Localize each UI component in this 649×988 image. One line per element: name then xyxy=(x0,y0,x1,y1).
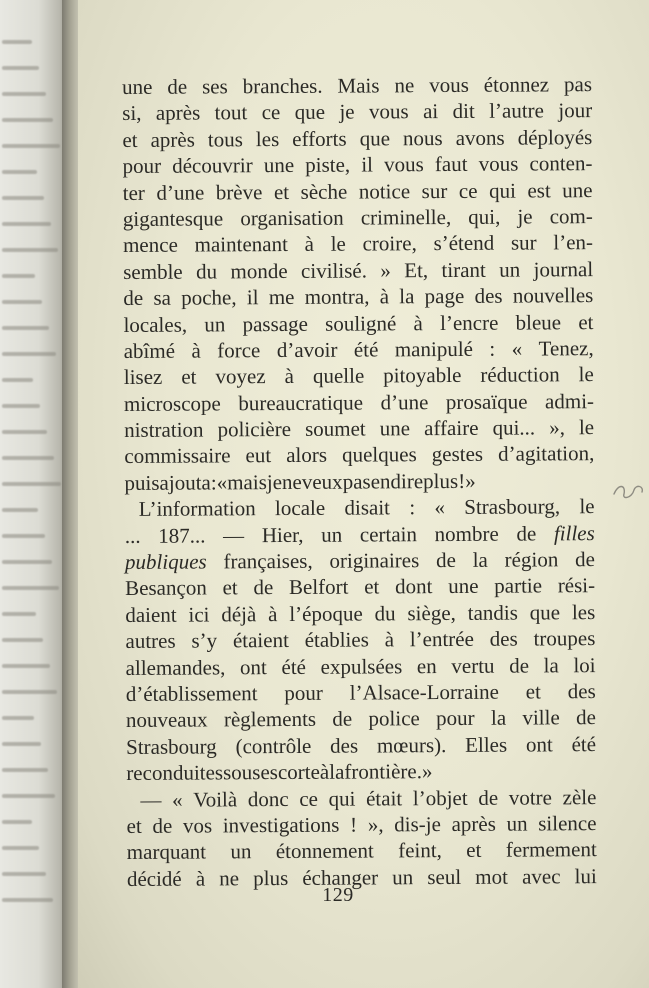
text-line: — « Voilà donc ce qui était l’objet de votre zèle xyxy=(140,784,597,812)
text-line: et après tous les efforts que nous avons déployés xyxy=(122,124,593,152)
text-line: puis ajouta : « mais je ne veux pas en dire plus ! » xyxy=(124,468,476,495)
blurred-text-line xyxy=(2,352,56,356)
blurred-text-line xyxy=(2,40,32,44)
text-line: allemandes, ont été expulsées en vertu de la loi xyxy=(125,652,596,680)
blurred-text-line xyxy=(2,716,34,720)
page-number: 129 xyxy=(322,884,354,906)
text-line: ... 187... — Hier, un certain nombre de filles xyxy=(124,520,595,548)
text-line: lisez et voyez à quelle pitoyable réduction le xyxy=(123,362,594,390)
blurred-text-line xyxy=(2,404,40,408)
blurred-text-line xyxy=(2,300,42,304)
text-line: microscope bureaucratique d’une prosaïque admi- xyxy=(123,388,595,416)
text-line: nouveaux règlements de police pour la ville de xyxy=(125,705,596,733)
text-line: nistration policière soumet une affaire qui... », le xyxy=(124,415,595,443)
pencil-mark-icon xyxy=(612,480,646,502)
blurred-text-line xyxy=(2,768,48,772)
blurred-text-line xyxy=(2,560,52,564)
text-line: abîmé à force d’avoir été manipulé : « Tenez, xyxy=(123,336,594,363)
text-line: autres s’y étaient établies à l’entrée des troupes xyxy=(125,626,596,654)
text-line: marquant un étonnement feint, et fermement xyxy=(126,837,597,865)
blurred-text-line xyxy=(2,482,61,486)
blurred-text-line xyxy=(2,326,49,330)
blurred-text-line xyxy=(2,118,53,122)
text-line: Strasbourg (contrôle des mœurs). Elles ont été xyxy=(126,731,597,759)
text-line: daient ici déjà à l’époque du siège, tandis que les xyxy=(125,599,596,627)
blurred-text-line xyxy=(2,274,35,278)
text-line: décidé à ne plus échanger un seul mot avec lui xyxy=(126,863,597,891)
blurred-text-line xyxy=(2,638,43,642)
left-facing-page xyxy=(0,0,70,988)
blurred-text-line xyxy=(2,872,46,876)
blurred-text-line xyxy=(2,898,53,902)
text-line: L’information locale disait : « Strasbourg, le xyxy=(138,494,595,522)
blurred-text-line xyxy=(2,820,32,824)
text-line: publiques françaises, originaires de la région de xyxy=(124,547,595,575)
blurred-text-line xyxy=(2,170,37,174)
text-line: pour découvrir une piste, il vous faut vous conten- xyxy=(122,151,593,179)
text-line: d’établissement pour l’Alsace-Lorraine et des xyxy=(125,679,596,706)
blurred-text-line xyxy=(2,378,33,382)
blurred-text-line xyxy=(2,586,59,590)
text-line: Besançon et de Belfort et dont une partie rési- xyxy=(125,573,596,601)
blurred-text-line xyxy=(2,66,39,70)
text-line: une de ses branches. Mais ne vous étonnez pas xyxy=(122,72,593,99)
text-line: locales, un passage souligné à l’encre bleue et xyxy=(123,309,594,337)
text-line: commissaire eut alors quelques gestes d’agitation, xyxy=(124,441,595,469)
page-text-block xyxy=(122,71,597,892)
text-line: ter d’une brève et sèche notice sur ce qui est une xyxy=(122,177,593,205)
blurred-text-line xyxy=(2,222,51,226)
blurred-text-line xyxy=(2,742,41,746)
blurred-text-line xyxy=(2,534,45,538)
blurred-text-line xyxy=(2,612,36,616)
blurred-text-line xyxy=(2,456,54,460)
blurred-text-line xyxy=(2,248,58,252)
text-line: semble du monde civilisé. » Et, tirant un journal xyxy=(123,256,594,284)
blurred-text-line xyxy=(2,846,39,850)
blurred-text-line xyxy=(2,144,60,148)
blurred-text-line xyxy=(2,664,50,668)
text-line: et de vos investigations ! », dis-je après un silence xyxy=(126,811,597,838)
text-line: de sa poche, il me montra, à la page des nouvelles xyxy=(123,283,594,311)
blurred-text-line xyxy=(2,508,38,512)
blurred-text-line xyxy=(2,92,46,96)
text-line: mence maintenant à le croire, s’étend sur l’en- xyxy=(122,230,594,258)
blurred-text-line xyxy=(2,794,55,798)
text-line: reconduites sous escorte à la frontière. » xyxy=(126,759,433,786)
blurred-text-line xyxy=(2,196,44,200)
blurred-text-line xyxy=(2,430,47,434)
blurred-text-line xyxy=(2,690,57,694)
text-line: gigantesque organisation criminelle, qui, je com- xyxy=(122,204,593,231)
text-line: si, après tout ce que je vous ai dit l’autre jour xyxy=(122,98,593,126)
